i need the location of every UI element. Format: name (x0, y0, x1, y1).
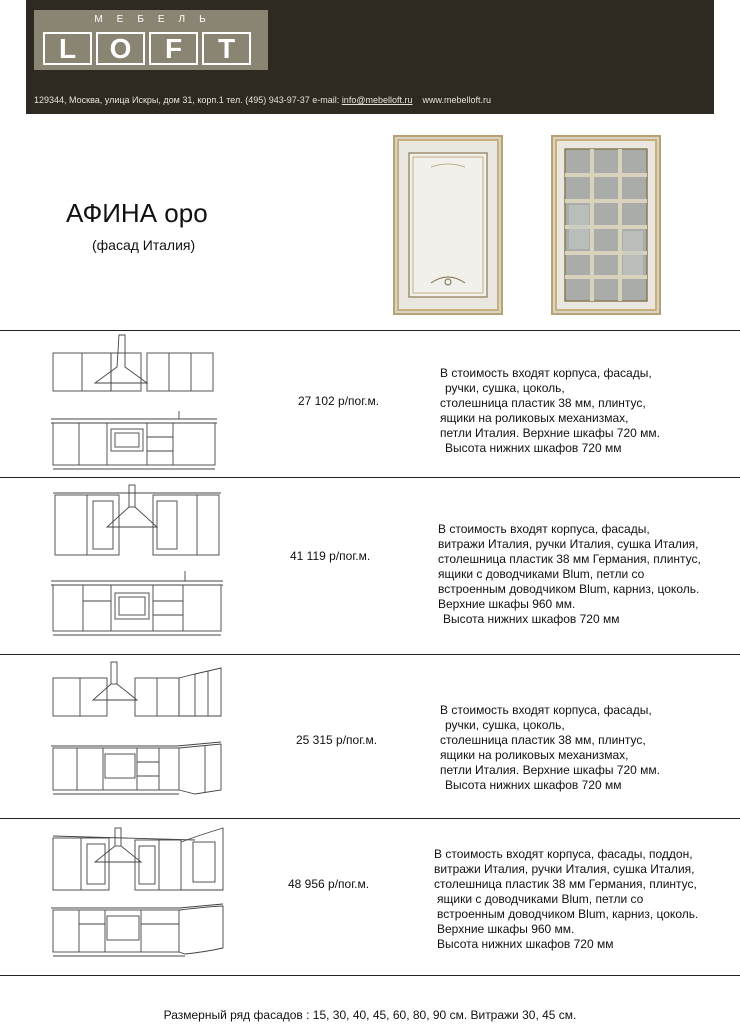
separator-line (0, 975, 740, 976)
description-line: ящики на роликовых механизмах, (440, 748, 629, 762)
description-3 (440, 703, 660, 793)
description-line: Высота нижних шкафов 720 мм (445, 778, 622, 792)
kitchen-layout-2-drawing (45, 483, 230, 643)
description-line: петли Италия. Верхние шкафы 720 мм. (440, 763, 660, 777)
website-link[interactable]: www.mebelloft.ru (422, 95, 492, 105)
price-4: 48 956 р/пог.м. (288, 877, 370, 891)
contact-line (34, 95, 491, 105)
product-subtitle: (фасад Италия) (92, 237, 196, 253)
description-line: столешница пластик 38 мм Германия, плинтус, (438, 552, 701, 566)
description-line: ручки, сушка, цоколь, (445, 718, 565, 732)
solid-door-image (393, 135, 503, 315)
description-line: Верхние шкафы 960 мм. (438, 597, 576, 611)
logo-letter: L (43, 32, 92, 65)
description-line: столешница пластик 38 мм, плинтус, (440, 396, 646, 410)
description-line: ящики с доводчиками Blum, петли со (437, 892, 644, 906)
description-line: петли Италия. Верхние шкафы 720 мм. (440, 426, 660, 440)
description-line: В стоимость входят корпуса, фасады, (440, 703, 652, 717)
header-banner (26, 0, 714, 114)
loft-logo[interactable] (34, 10, 268, 70)
product-title: АФИНА оро (66, 198, 208, 228)
description-line: ручки, сушка, цоколь, (445, 381, 565, 395)
description-line: столешница пластик 38 мм Германия, плинтус, (434, 877, 697, 891)
kitchen-layout-3-drawing (45, 660, 230, 805)
separator-line (0, 818, 740, 819)
separator-line (0, 330, 740, 331)
price-2: 41 119 р/пог.м. (290, 549, 371, 563)
description-line: Верхние шкафы 960 мм. (437, 922, 575, 936)
description-2 (438, 522, 701, 627)
description-line: встроенным доводчиком Blum, карниз, цоколь. (438, 582, 700, 596)
description-line: Высота нижних шкафов 720 мм (443, 612, 620, 626)
description-line: столешница пластик 38 мм, плинтус, (440, 733, 646, 747)
description-line: Высота нижних шкафов 720 мм (445, 441, 622, 455)
description-line: встроенным доводчиком Blum, карниз, цоколь. (437, 907, 699, 921)
description-line: В стоимость входят корпуса, фасады, (440, 366, 652, 380)
description-line: витражи Италия, ручки Италия, сушка Италия, (438, 537, 699, 551)
logo-letters (43, 32, 251, 65)
logo-letter: F (149, 32, 198, 65)
separator-line (0, 477, 740, 478)
description-line: ящики с доводчиками Blum, петли со (438, 567, 645, 581)
logo-top-word: МЕБЕЛЬ (94, 14, 220, 25)
description-line: витражи Италия, ручки Италия, сушка Италия, (434, 862, 695, 876)
price-1: 27 102 р/пог.м. (298, 394, 380, 408)
description-line: В стоимость входят корпуса, фасады, поддон, (434, 847, 693, 861)
price-3: 25 315 р/пог.м. (296, 733, 378, 747)
description-1 (440, 366, 660, 456)
kitchen-layout-1-drawing (45, 333, 230, 473)
description-line: ящики на роликовых механизмах, (440, 411, 629, 425)
description-line: В стоимость входят корпуса, фасады, (438, 522, 650, 536)
logo-letter: T (202, 32, 251, 65)
facade-sizes-footer: Размерный ряд фасадов : 15, 30, 40, 45, 60, 80, 90 см. Витражи 30, 45 см. (163, 1008, 577, 1022)
email-link[interactable]: info@mebelloft.ru (341, 95, 413, 105)
description-line: Высота нижних шкафов 720 мм (437, 937, 614, 951)
logo-letter: O (96, 32, 145, 65)
kitchen-layout-4-drawing (45, 826, 230, 966)
address-text: 129344, Москва, улица Искры, дом 31, корп.1 тел. (495) 943-97-37 e-mail: (34, 95, 342, 105)
separator-line (0, 654, 740, 655)
description-4 (434, 847, 698, 952)
glass-door-image (551, 135, 661, 315)
